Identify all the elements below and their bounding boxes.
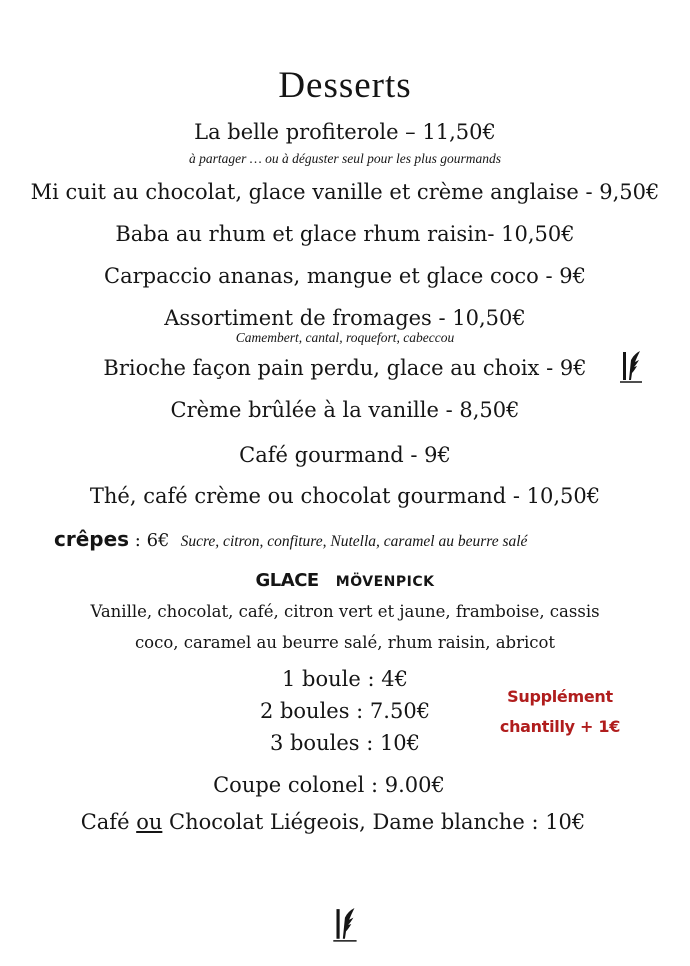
crepes-description: Sucre, citron, confiture, Nutella, caramel au beurre salé (180, 533, 528, 550)
menu-item-profiterole: La belle profiterole – 11,50€ (194, 120, 496, 144)
coupe-liegeois (0, 810, 666, 834)
crepes-separator: : (129, 530, 147, 551)
menu-item-creme-brulee: Crème brûlée à la vanille - 8,50€ (170, 398, 520, 422)
supplement-line-1: Supplément (507, 687, 613, 706)
crepes-row (54, 527, 527, 551)
movenpick-logo: MÖVENPICK (335, 574, 435, 590)
menu-item-profiterole-note: à partager … ou à déguster seul pour les plus gourmands (188, 151, 501, 166)
price-2-boules: 2 boules : 7.50€ (259, 699, 431, 723)
leaf-logo-icon (620, 350, 644, 384)
menu-item-the-cafe: Thé, café crème ou chocolat gourmand - 10,50€ (89, 484, 601, 508)
menu-item-cafe-gourmand: Café gourmand - 9€ (239, 443, 451, 467)
glace-header (0, 570, 690, 591)
menu-item-brioche: Brioche façon pain perdu, glace au choix - 9€ (103, 356, 587, 380)
menu-item-baba: Baba au rhum et glace rhum raisin- 10,50€ (115, 222, 575, 246)
glace-flavours-line-1: Vanille, chocolat, café, citron vert et jaune, framboise, cassis (90, 602, 600, 621)
supplement-chantilly (480, 682, 640, 742)
menu-item-fromages-note: Camembert, cantal, roquefort, cabeccou (235, 330, 455, 345)
page-title: Desserts (278, 65, 412, 106)
supplement-line-2: chantilly + 1€ (499, 717, 621, 736)
liegeois-suffix: Chocolat Liégeois, Dame blanche : 10€ (162, 810, 586, 834)
menu-item-mi-cuit: Mi cuit au chocolat, glace vanille et crème anglaise - 9,50€ (30, 180, 660, 204)
glace-flavours-line-2: coco, caramel au beurre salé, rhum raisin, abricot (134, 633, 556, 652)
menu-item-carpaccio: Carpaccio ananas, mangue et glace coco - 9€ (104, 264, 586, 288)
liegeois-prefix: Café (80, 810, 137, 834)
crepes-price: 6€ (146, 530, 170, 551)
price-3-boules: 3 boules : 10€ (269, 731, 421, 755)
glace-title: GLACE (255, 570, 319, 591)
price-1-boule: 1 boule : 4€ (282, 667, 408, 691)
liegeois-or: ou (136, 810, 163, 834)
crepes-label: crêpes (54, 527, 130, 551)
menu-item-fromages: Assortiment de fromages - 10,50€ (164, 306, 526, 330)
coupe-colonel: Coupe colonel : 9.00€ (213, 773, 445, 797)
footer-leaf-logo-icon (333, 907, 359, 943)
